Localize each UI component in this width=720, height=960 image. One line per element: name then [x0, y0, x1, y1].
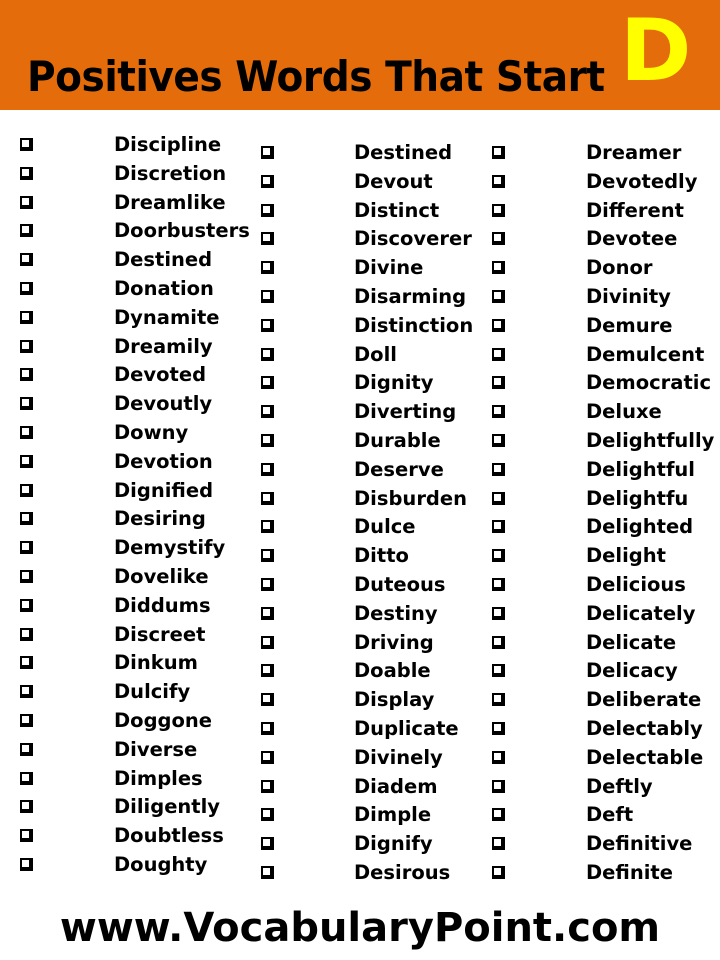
list-item — [0, 516, 720, 545]
word-label: Diligently — [114, 795, 221, 819]
word-label: Delectably — [586, 716, 703, 740]
checkbox-square-icon[interactable] — [492, 866, 505, 879]
word-label: Definite — [586, 860, 673, 884]
list-item — [0, 689, 720, 718]
page-title: Positives Words That Start — [27, 52, 605, 101]
list-item — [0, 833, 720, 862]
list-item — [0, 372, 720, 401]
list-item — [0, 804, 720, 833]
list-item — [0, 142, 720, 171]
checkbox-square-icon[interactable] — [492, 232, 505, 245]
word-label: Dreamlike — [114, 190, 226, 214]
word-label: Delight — [586, 544, 666, 568]
list-item — [0, 430, 720, 459]
word-label: Deftly — [586, 774, 653, 798]
word-label: Delicate — [586, 630, 677, 654]
word-label: Delightful — [586, 457, 695, 481]
list-item — [0, 632, 720, 661]
checkbox-square-icon[interactable] — [492, 146, 505, 159]
checkbox-square-icon[interactable] — [492, 607, 505, 620]
checkbox-square-icon[interactable] — [492, 664, 505, 677]
word-label: Doorbusters — [114, 219, 250, 243]
word-label: Diadem — [354, 774, 438, 798]
word-label: Destiny — [354, 601, 438, 625]
list-item — [0, 315, 720, 344]
word-label: Delicious — [586, 572, 686, 596]
word-label: Display — [354, 688, 435, 712]
word-label: Dynamite — [114, 305, 220, 329]
word-label: Distinct — [354, 198, 440, 222]
list-item — [0, 574, 720, 603]
word-label: Delightfully — [586, 428, 715, 452]
word-label: Desiring — [114, 507, 206, 531]
word-label: Definitive — [586, 832, 693, 856]
word-label: Duplicate — [354, 716, 459, 740]
word-label: Dreamily — [114, 334, 213, 358]
word-label: Discreet — [114, 622, 206, 646]
checkbox-square-icon[interactable] — [492, 751, 505, 764]
word-label: Delectable — [586, 745, 704, 769]
checkbox-square-icon[interactable] — [492, 636, 505, 649]
word-label: Dovelike — [114, 564, 209, 588]
word-label: Discipline — [114, 133, 222, 156]
checkbox-square-icon[interactable] — [492, 722, 505, 735]
word-label: Discretion — [114, 161, 227, 185]
footer-url[interactable]: www.VocabularyPoint.com — [59, 905, 661, 951]
word-label: Donation — [114, 276, 214, 300]
checkbox-square-icon[interactable] — [492, 780, 505, 793]
list-item — [0, 171, 720, 200]
word-label: Ditto — [354, 544, 409, 568]
word-label: Delicacy — [586, 659, 678, 683]
word-label: Delighted — [586, 515, 694, 539]
checkbox-square-icon[interactable] — [492, 319, 505, 332]
checkbox-square-icon[interactable] — [492, 520, 505, 533]
word-label: Dinkum — [114, 651, 198, 675]
list-item — [0, 545, 720, 574]
word-label: Donor — [586, 256, 653, 280]
word-label: Dignity — [354, 371, 434, 395]
list-item — [0, 660, 720, 689]
checkbox-square-icon[interactable] — [492, 837, 505, 850]
checkbox-square-icon[interactable] — [492, 376, 505, 389]
word-label: Dignify — [354, 832, 433, 856]
word-label: Deft — [586, 803, 634, 827]
word-label: Devoutly — [114, 392, 213, 416]
checkbox-square-icon[interactable] — [492, 261, 505, 274]
word-label: Devotedly — [586, 169, 698, 193]
word-label: Devoted — [114, 363, 207, 387]
word-label: Downy — [114, 420, 189, 444]
word-label: Devotion — [114, 449, 213, 473]
word-label: Demystify — [114, 536, 226, 560]
word-label: Dreamer — [586, 141, 682, 164]
list-item — [0, 718, 720, 747]
word-label: Destined — [114, 248, 213, 272]
word-label: Doughty — [114, 852, 208, 876]
list-item — [0, 286, 720, 315]
word-label: Dimple — [354, 803, 432, 827]
list-item — [0, 488, 720, 517]
word-label: Dignified — [114, 478, 214, 502]
word-label: Devout — [354, 169, 433, 193]
list-item — [0, 228, 720, 257]
word-label: Divinity — [586, 284, 671, 308]
list-item — [0, 603, 720, 632]
title-letter: D — [620, 1, 692, 101]
word-label: Diverting — [354, 400, 457, 424]
list-item — [0, 401, 720, 430]
word-label: Doubtless — [114, 824, 224, 848]
word-label: Desirous — [354, 860, 451, 884]
word-label: Demulcent — [586, 342, 705, 366]
list-item — [0, 747, 720, 776]
checkbox-square-icon[interactable] — [492, 204, 505, 217]
list-item — [0, 862, 720, 891]
list-item — [0, 776, 720, 805]
word-label: Delightfu — [586, 486, 689, 510]
word-label: Divinely — [354, 745, 443, 769]
word-label: Destined — [354, 141, 453, 164]
list-item — [0, 459, 720, 488]
word-label: Driving — [354, 630, 434, 654]
word-label: Divine — [354, 256, 424, 280]
list-item — [0, 200, 720, 229]
checkbox-square-icon[interactable] — [492, 463, 505, 476]
checkbox-square-icon[interactable] — [492, 405, 505, 418]
word-column-3 — [0, 142, 720, 891]
word-label: Diverse — [114, 737, 198, 761]
checkbox-square-icon[interactable] — [492, 492, 505, 505]
checkbox-square-icon[interactable] — [492, 549, 505, 562]
checkbox-square-icon[interactable] — [492, 693, 505, 706]
list-item — [0, 257, 720, 286]
word-label: Dulce — [354, 515, 416, 539]
list-item — [0, 344, 720, 373]
word-label: Dimples — [114, 766, 203, 790]
word-label: Discoverer — [354, 227, 472, 251]
checkbox-square-icon[interactable] — [492, 434, 505, 447]
word-label: Distinction — [354, 313, 474, 337]
word-label: Democratic — [586, 371, 712, 395]
word-label: Durable — [354, 428, 441, 452]
word-label: Delicately — [586, 601, 696, 625]
word-label: Diddums — [114, 593, 211, 617]
checkbox-square-icon[interactable] — [492, 578, 505, 591]
checkbox-square-icon[interactable] — [492, 175, 505, 188]
word-label: Devotee — [586, 227, 678, 251]
word-label: Doll — [354, 342, 397, 366]
word-label: Dulcify — [114, 680, 191, 704]
word-label: Deluxe — [586, 400, 662, 424]
word-label: Demure — [586, 313, 673, 337]
word-label: Doggone — [114, 708, 213, 732]
checkbox-square-icon[interactable] — [492, 290, 505, 303]
word-label: Different — [586, 198, 684, 222]
word-label: Disarming — [354, 284, 467, 308]
word-label: Doable — [354, 659, 431, 683]
word-label: Disburden — [354, 486, 468, 510]
word-label: Deliberate — [586, 688, 702, 712]
checkbox-square-icon[interactable] — [492, 348, 505, 361]
word-label: Deserve — [354, 457, 444, 481]
word-label: Duteous — [354, 572, 446, 596]
checkbox-square-icon[interactable] — [492, 808, 505, 821]
